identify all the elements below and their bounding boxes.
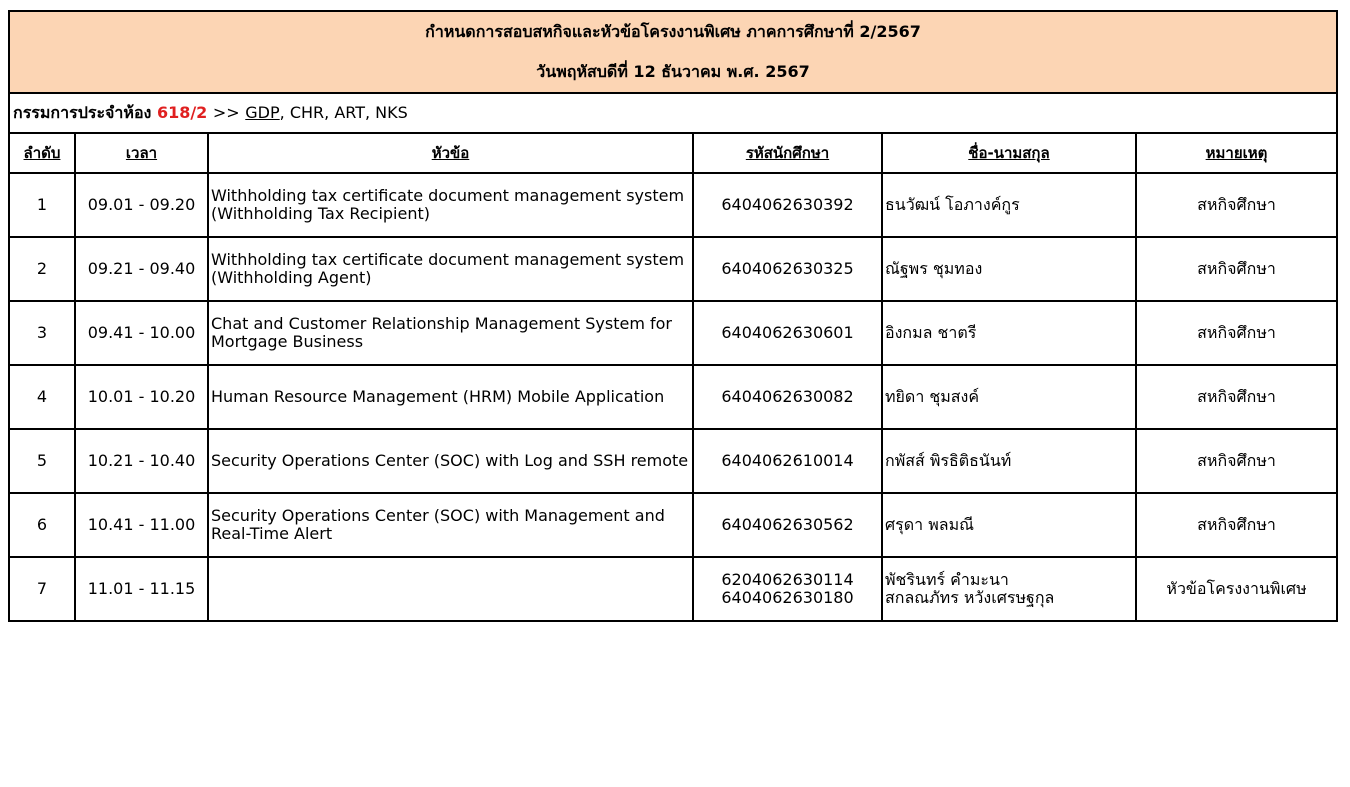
- row-topic-line: Real-Time Alert: [211, 524, 333, 543]
- row-time: 09.41 - 10.00: [75, 301, 208, 365]
- row-number: 5: [9, 429, 75, 493]
- table-row: [9, 493, 1337, 557]
- committee-chair: GDP: [245, 103, 280, 123]
- row-student-id: 6404062630082: [693, 365, 882, 429]
- row-number: 3: [9, 301, 75, 365]
- row-student-name: ทยิดา ชุมสงค์: [882, 365, 1136, 429]
- row-note: สหกิจศึกษา: [1136, 301, 1337, 365]
- room-number: 618/2: [156, 103, 208, 123]
- row-number: 7: [9, 557, 75, 621]
- table-body: [9, 173, 1337, 621]
- committee-row: [9, 93, 1337, 133]
- header-student-id: รหัสนักศึกษา: [693, 133, 882, 173]
- row-note: สหกิจศึกษา: [1136, 173, 1337, 237]
- table-row: [9, 557, 1337, 621]
- table-header-row: [9, 133, 1337, 173]
- row-student-name-line: สกลณภัทร หวังเศรษฐกุล: [885, 588, 1055, 607]
- table-row: [9, 173, 1337, 237]
- row-topic-line: Chat and Customer Relationship Management System for: [211, 314, 673, 334]
- row-student-name: ณัฐพร ชุมทอง: [882, 237, 1136, 301]
- row-topic: [208, 237, 693, 301]
- table-row: [9, 365, 1337, 429]
- table-row: [9, 237, 1337, 301]
- row-topic-line: Security Operations Center (SOC) with Management and: [211, 506, 665, 526]
- row-topic: Security Operations Center (SOC) with Log and SSH remote: [208, 429, 693, 493]
- row-student-name: ศรุดา พลมณี: [882, 493, 1136, 557]
- row-student-name-line: พัชรินทร์ คำมะนา: [885, 570, 1009, 590]
- row-student-name: อิงกมล ชาตรี: [882, 301, 1136, 365]
- row-note: หัวข้อโครงงานพิเศษ: [1136, 557, 1337, 621]
- row-note: สหกิจศึกษา: [1136, 237, 1337, 301]
- row-topic-line: (Withholding Tax Recipient): [211, 204, 430, 223]
- table-row: [9, 301, 1337, 365]
- row-time: 09.21 - 09.40: [75, 237, 208, 301]
- row-topic: [208, 301, 693, 365]
- row-topic-line: Withholding tax certificate document management system: [211, 186, 685, 206]
- committee-label: กรรมการประจำห้อง: [13, 103, 152, 123]
- row-number: 1: [9, 173, 75, 237]
- table-row: [9, 429, 1337, 493]
- row-topic-line: Mortgage Business: [211, 332, 364, 351]
- page-title: กำหนดการสอบสหกิจและหัวข้อโครงงานพิเศษ ภาคการศึกษาที่ 2/2567: [425, 22, 921, 41]
- row-time: 10.41 - 11.00: [75, 493, 208, 557]
- header-note: หมายเหตุ: [1136, 133, 1337, 173]
- row-topic: [208, 557, 693, 621]
- row-note: สหกิจศึกษา: [1136, 493, 1337, 557]
- row-note: สหกิจศึกษา: [1136, 365, 1337, 429]
- schedule-table: [8, 10, 1338, 622]
- row-number: 4: [9, 365, 75, 429]
- row-student-id: [693, 557, 882, 621]
- row-student-name: ธนวัฒน์ โอภางค์กูร: [882, 173, 1136, 237]
- row-topic: [208, 173, 693, 237]
- header-name: ชื่อ-นามสกุล: [882, 133, 1136, 173]
- row-time: 10.01 - 10.20: [75, 365, 208, 429]
- row-number: 6: [9, 493, 75, 557]
- row-time: 11.01 - 11.15: [75, 557, 208, 621]
- committee-members: , CHR, ART, NKS: [279, 103, 408, 123]
- header-time: เวลา: [75, 133, 208, 173]
- row-topic-line: Withholding tax certificate document management system: [211, 250, 685, 270]
- page-date: วันพฤหัสบดีที่ 12 ธันวาคม พ.ศ. 2567: [536, 62, 810, 81]
- row-topic-line: (Withholding Agent): [211, 268, 372, 287]
- row-time: 09.01 - 09.20: [75, 173, 208, 237]
- row-topic: Human Resource Management (HRM) Mobile Application: [208, 365, 693, 429]
- row-student-name: กพัสส์ พิรธิติธนันท์: [882, 429, 1136, 493]
- row-student-id: 6404062630601: [693, 301, 882, 365]
- header-no: ลำดับ: [9, 133, 75, 173]
- row-student-id: 6404062630392: [693, 173, 882, 237]
- row-time: 10.21 - 10.40: [75, 429, 208, 493]
- row-student-id-line: 6204062630114: [721, 570, 854, 590]
- row-topic: [208, 493, 693, 557]
- row-student-name: [882, 557, 1136, 621]
- row-number: 2: [9, 237, 75, 301]
- row-note: สหกิจศึกษา: [1136, 429, 1337, 493]
- row-student-id: 6404062630562: [693, 493, 882, 557]
- row-student-id: 6404062630325: [693, 237, 882, 301]
- row-student-id-line: 6404062630180: [721, 588, 854, 607]
- header-topic: หัวข้อ: [208, 133, 693, 173]
- row-student-id: 6404062610014: [693, 429, 882, 493]
- committee-arrow: >>: [212, 103, 240, 123]
- title-block: [9, 11, 1337, 93]
